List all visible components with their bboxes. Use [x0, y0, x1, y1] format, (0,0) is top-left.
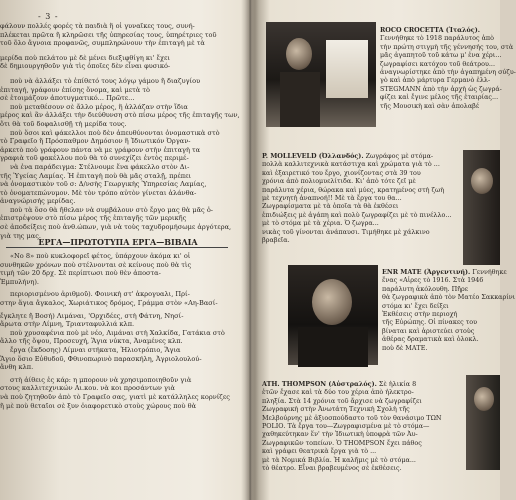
artist-body [280, 72, 320, 127]
entry-line: Ζωγραφικὴ στὴν Ἀνωτάτη Τεχνικὴ Σχολὴ τῆς [262, 405, 410, 414]
entry-line: Γεννήθηκε τὸ 1918 παράλυτος ἀπὸ [380, 34, 494, 43]
text-line: πλέκεται πρῶτα ἢ κληρῶσει τῆς ὑπηρεσίας τους, ὑπηρέτριες τοῦ [0, 30, 217, 39]
text-line: νὰ ποὺ ζητηθοῦν ἀπὸ τὸ Γραφεῖο σας, γιατὶ μὲ κατάλληλες κορνίζες [0, 392, 230, 401]
text-line: νὰ ὁνομαστικὸν τοῦ σ: Δ/νσὴς Γεωργικὴς Ὑπηρεσίας Λαμίας, [0, 180, 207, 189]
artist-face [474, 387, 494, 411]
artist-name: P. MOLLEVELD (Ὀλλανδός). [262, 152, 364, 160]
body-text [0, 22, 240, 240]
entry-line: χαθηκεύτηκαν ἕν' τὴν Ἰδιωτικὴ ὑποφρὰ τῶν Ἀυ- [262, 430, 418, 439]
entry-line: Ζωγραφίσματα μὲ τὰ ὁποῖα τὰ θὰ ἐκθέσει [262, 202, 399, 211]
text-line: τῆς Ὑγείας Λαμίας. Ἡ ἐπιταγὴ ποὺ θὰ μᾶς σταλῇ, πρέπει [0, 171, 192, 180]
entry-line: χρόνια ἀπὸ πολιομυελίτιδα. Κι' ἀπὸ τότε ζεῖ μὲ [262, 177, 416, 186]
text-line: ὅτι θὰ τοῦ δοφαλισθῇ τὴ μερίδα τους. [0, 119, 127, 128]
entry-line: Γεννήθηκε [472, 268, 507, 276]
entry-line: ἀθέρας δραματικὰ καὶ ὁλοκλ. [382, 335, 479, 344]
text-line: ἔγκλητε ἤ Βοσή) Λιμάναι, 'Ορχιδέες, στὴ Φάτνη, Νησί- [0, 311, 184, 320]
entry-line: βραβεῖα. [262, 236, 290, 245]
text-line: ἔργα (ἔκδοσης) Λίμναι στήκατα, Ἡλιοτρόπιο, Ἅγια [10, 345, 181, 354]
entry-line: τὸ θέατρο. Εἶναι βραβευμένος σὲ ἐκθέσεις. [262, 464, 402, 473]
entry-line: φίζει καὶ ἔγινε μέλος τῆς ἐταιρίας... [380, 93, 499, 102]
artist-face [471, 168, 493, 194]
artist-name: ATH. THOMPSON (Αὐστραλός). [262, 380, 377, 388]
artist-photo-molleveld [463, 150, 500, 265]
entry-line: Ἐκθέσεις στὴν περιοχή [382, 310, 458, 319]
entry-molleveld [262, 152, 460, 244]
text-line: ἀρκετὸ ποὺ γράφουν πάντα νὰ με γράφουν στὴν ἐπιταγὴ τα [0, 145, 201, 154]
artist-face [312, 279, 352, 325]
text-line: ἄνθη κλπ. [0, 363, 34, 372]
left-page [0, 0, 242, 500]
text-line: ἀναγνώρισής μερίδας. [0, 197, 76, 206]
entry-line: παράλυτα χέρια, θώρακα καὶ μύες, κρατημένος στὴ ζωὴ [262, 185, 445, 194]
text-line: νὰ ἐνα παράδειγμα: Στέλνουμε ἕνα φάκελλο στὸν Δι- [10, 162, 190, 171]
text-line: ποὺ νὰ ἀλλάξει τὸ ἐπίθετό τους λόγῳ γάμου ἢ διαζυγίου [10, 76, 201, 85]
text-line: ἐπιταγή, γράφουν ἐπίσης ὄνομα, καὶ μετὰ τὸ [0, 85, 150, 94]
text-line: τιμὴ τῶν 20 δρχ. Σὲ περίπτωσι ποὺ θὲν ἀποστα- [0, 269, 161, 278]
text-line: ἄλλο τῆς ὄψου, Προσευχή, Ἅγια νύκτα, Ἀναμένες κλπ. [0, 337, 183, 346]
text-line: τοῦ ὅλο ἄγνοια προφανῶς, συμπληρώνουν τὴν ἐπιταγὴ μὲ τὰ [0, 39, 205, 48]
entry-line: τῆς Εὐρώπης. Οἱ πίνακες του [382, 318, 478, 327]
entry-line: τὴν πρώτη στιγμὴ τῆς γέννησής του, στὰ [380, 42, 514, 51]
entry-line: Ζωγραφικῶν τοπείων. Ὁ THOMPSON ἔχει πάθος [262, 438, 422, 447]
text-line: στους καλλιτεχνικών Αι.κου. νὰ κοι προσάντων γιὰ [0, 384, 176, 393]
text-line: τὸ ὀνοματεπώνυμον. Μὲ τὸν τρόπο αὐτὸν γίνεται ἀλάνθα- [0, 188, 197, 197]
text-line: τὸ Γραφεῖο ἢ Πρόσπαθμον Δημόσιον ἢ Ἰδιωτικόν Ὀργαν- [0, 137, 191, 146]
text-line: ποὺ τὰ ὅσο θὰ ἤθελαν νὰ συμβάλουν στὸ ἔργο μας θὰ μᾶς ὀ- [10, 205, 214, 214]
entry-thompson [262, 380, 462, 472]
artist-photo-crocetta [266, 22, 376, 127]
entry-line: ΡOLΙΟ. Τὰ ἔργα του—Ζωγραφισμένα μὲ τὸ στόμα— [262, 422, 430, 431]
entry-line: παράλυτη ἀκόλουθη. Πῆρε [382, 284, 469, 293]
entry-line: καὶ ἐξαιρετικό του ἔργο, χιονίζοντας στὰ 39 του [262, 168, 421, 177]
text-line: «Νο 8» ποὺ κυκλοφορεῖ φέτος, ὑπάρχουν ἀκόμα κι' οἱ [10, 252, 191, 260]
entry-line: ζωγραφίσει κατόχου τοῦ θεάτρου... [380, 59, 495, 68]
artist-face [286, 38, 312, 70]
text-line: φάλουν πολλές φορές τὰ παιδιὰ ἢ οἱ γυναῖκες τους, συνή- [0, 22, 195, 30]
text-line: δὲ δημιουργηθοῦν γιὰ τὶς ὁποῖες δὲν εἶναι φυσικό- [0, 62, 171, 71]
text-line: σὲ ἀποδείξεις ποὺ ἀνθ.ώπων, γιὰ νὰ τοὺς ταχυδρομήσωμε ἀργότερα, [0, 223, 232, 232]
artist-photo-mate [288, 265, 378, 365]
text-line: συνθηκῶν χρόνων ποὺ στέλνονται σὲ κείνους ποὺ θὰ τὶς [0, 260, 192, 269]
text-line: ἄρωτα στὴν Λίμνη, Τριανταφυλλιά κλπ. [0, 320, 135, 329]
entry-line: βίναται καὶ ἀριστεύει στοὺς [382, 326, 475, 335]
text-line: μέρος καὶ ἂν ἀλλάξει τὴν διεύθυνση στὸ πίσω μέρος τῆς ἐπιταγῆς των, [0, 111, 240, 120]
text-line: γραφιὰ τοῦ φακέλλου ποὺ θὰ τὸ συνεχίζει ἐντὸς περιμέ- [0, 154, 189, 163]
entry-line: ἀναγνωρίστηκε ἀπὸ τὴν ἀγαπημένη σύζυ- [380, 68, 516, 77]
text-line: σὲ ἑτοιμάζουν ἀποτυγματικό... Πρῶτε... [0, 94, 135, 103]
text-line: Ἐμπυλήνη). [0, 277, 40, 286]
entry-line: Σὲ ἡλικία 8 [378, 380, 417, 388]
entry-line: τῆς Μουσικὴ καὶ σὰν ἀπολαβέ [380, 101, 480, 110]
section-heading: ΕΡΓΑ—ΠΡΩΤΟΤΥΠΑ ΕΡΓΑ—ΒΙΒΛΙΑ [38, 237, 198, 247]
artist-name: ENR MATE (Ἀργεντινή). [382, 268, 471, 276]
entry-line: μὲ τὸ στόμα μὲ τὰ χέρια. Ὁ ζωγρα... [262, 219, 379, 228]
right-page [258, 0, 516, 500]
text-line: ποὺ μεταθέσουν σὲ ἄλλο μέρος, ἢ ἀλλάζαν στὴν ἴδια [10, 102, 188, 111]
entry-line: νικὰς τοῦ γίνονται ἀνάπαυσι. Τιμήθηκε μὲ χάλκινο [262, 227, 430, 236]
entry-mate [382, 268, 516, 352]
entry-line: θὰ ζωγραφικὰ ἀπὸ τὸν Ματέο Σακκαρίνι [382, 293, 516, 302]
artist-photo-thompson [466, 375, 500, 470]
entry-crocetta [380, 26, 516, 110]
entry-line: ἐπιδιώξεις μὲ ἀγάπη καὶ πολὺ ζωγραφίζει μὲ τὸ πινέλλο... [262, 210, 452, 219]
entry-line: Ζωγράφος μὲ στόμα- [365, 152, 434, 160]
text-line: μερίδα ποὺ πελάτου μὲ δὲ μένει διεξιφθίγη κι' ἔχει [0, 53, 171, 62]
text-line: ἐπιστρέψουν στὸ πίσω μέρος τῆς ἐπιταγῆς τῶν μερικῆς [0, 214, 187, 223]
easel-canvas [326, 40, 368, 98]
entry-line: ποὺ δὲ ΜΑΤΕ. [382, 343, 428, 352]
entry-line: καὶ γράφει θεατρικὰ ἔργα γιὰ τὸ ... [262, 447, 377, 456]
heading-rule [6, 247, 228, 248]
text-line: Ἅγιο ὅσιο Εὐθυδοῦ, Φθινοπωρινὸ παρασκήλη, Ἀγριολουλού- [0, 354, 202, 363]
text-line: στην ἅγια ἄγκαλος, Χωριάτικος δρόμος, Γράμμα στὸν «Αη-Βασί- [0, 298, 218, 307]
section-text [0, 252, 236, 410]
entry-line: πληξία. Στὰ 14 χρόνια τοῦ ἄρχισε νὰ ζωγραφίζει [262, 396, 422, 405]
entry-line: Μελβούρνης μὲ ἀξιοσπούδαστο τοῦ τὸν θανάσιμο ΤΩΝ [262, 413, 442, 422]
entry-line: πολλὰ καλλιτεχνικὰ κατάστιχα καὶ χρώματα γιὰ τὸ ... [262, 160, 440, 169]
entry-line: μὲ τὰ Νομικά Βιβλία. Ἡ καλῆμις μὲ τὸ στόμα... [262, 455, 416, 464]
entry-line: STEGMANN ἀπὸ τὴν ἀρχὴ ὡς ζωγρά- [380, 84, 502, 93]
text-line: ποὺ ὅσοι καὶ φάκελλοι ποὺ δὲν ἀπευθύνονται ὀνομαστικὰ στὸ [10, 128, 220, 137]
text-line: ποὺ χρυσαφένια ποὺ μὲ νέο, Λιμάναι στὴ Χαλκίδα, Γατάκια στὸ [10, 328, 225, 337]
text-line: γιὰ της μας. [0, 231, 41, 240]
text-line: ἢ μὲ ποὺ θεταῖοι σὲ ξυν ὁιαφορετικὸ στοὺς χώρους ποὺ θὰ [0, 401, 197, 410]
entry-line: ἐτῶν ἔχασε καὶ τὰ δύο του χέρια ἀπὸ ἠλεκτρο- [262, 388, 414, 397]
entry-line: μᾶς ἀγαπητοῦ τοῦ κάτω μ' ἐνα χέρι... [380, 51, 502, 60]
entry-line: ἕνας «Αἱρες τὸ 1916. Στὰ 1946 [382, 276, 484, 285]
entry-line: στόμα κι' ἔχει δείξει [382, 301, 449, 310]
artist-name: ROCO CROCETTA (Ἰταλός). [380, 26, 480, 34]
page-number: - 3 - [38, 12, 59, 21]
text-line: περιορισμένου ἀριθμοῦ). Φοινικὴ στ' ἀκρογυαλι, Πρί- [10, 290, 190, 299]
page-fold [241, 0, 259, 500]
entry-line: γὸ καὶ ἀπὸ μάρτυρα Γερμανὸ ἑλλ- [380, 76, 491, 85]
artist-body [298, 327, 368, 367]
text-line: στὴ ἀίθεις ἐς κάρ: η μπορουν νὰ χρησιμοποιηθοῦν γιὰ [10, 375, 192, 384]
entry-line: μὲ τεχνητὴ ἀναπνοή!! Μὲ τὰ ἔργα του θα... [262, 194, 402, 203]
